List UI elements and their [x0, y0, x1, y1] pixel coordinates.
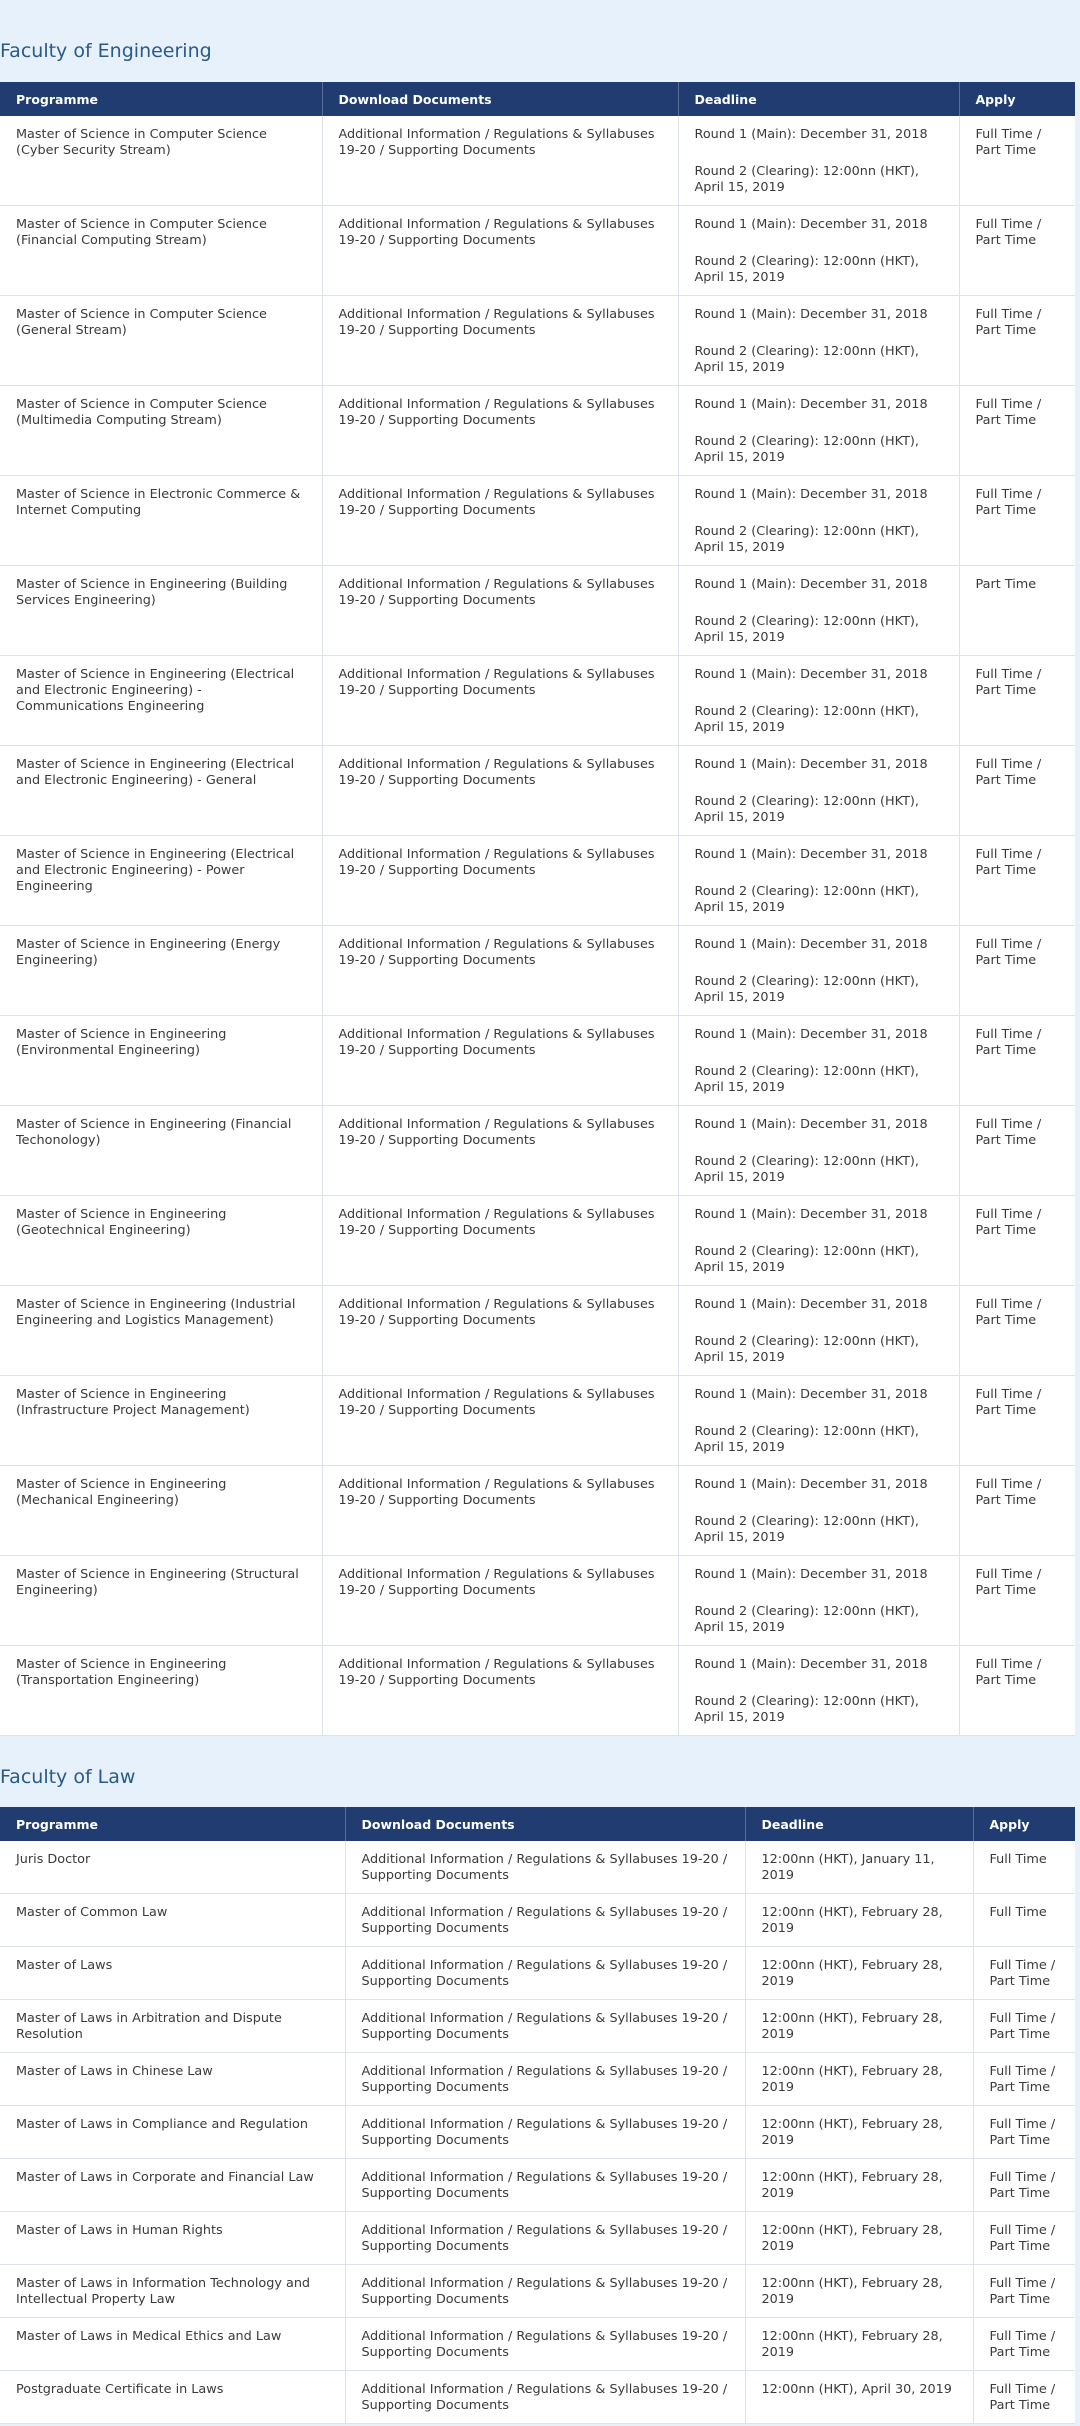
- programme-cell: Master of Science in Engineering (Building Services Engineering): [0, 566, 322, 656]
- documents-link[interactable]: Additional Information / Regulations & Syllabuses 19-20 / Supporting Documents: [361, 2223, 728, 2254]
- deadline-round2: Round 2 (Clearing): 12:00nn (HKT), April 15, 2019: [694, 164, 919, 195]
- programme-cell: Master of Science in Engineering (Electrical and Electronic Engineering) - General: [0, 746, 322, 836]
- programme-cell: Master of Laws in Human Rights: [0, 2212, 345, 2265]
- documents-cell: [345, 2159, 745, 2212]
- documents-link[interactable]: Additional Information / Regulations & Syllabuses 19-20 / Supporting Documents: [361, 2117, 728, 2148]
- programme-cell: Master of Laws: [0, 1947, 345, 2000]
- apply-cell[interactable]: Full Time / Part Time: [973, 2212, 1075, 2265]
- deadline-round2: Round 2 (Clearing): 12:00nn (HKT), April 15, 2019: [694, 1244, 919, 1275]
- deadline-round2: Round 2 (Clearing): 12:00nn (HKT), April 15, 2019: [694, 1694, 919, 1725]
- deadline-cell: 12:00nn (HKT), February 28, 2019: [745, 2212, 973, 2265]
- apply-cell[interactable]: Full Time / Part Time: [959, 206, 1075, 296]
- table-row: [0, 746, 1075, 836]
- deadline-cell: [678, 296, 959, 386]
- documents-cell: [345, 2106, 745, 2159]
- deadline-cell: 12:00nn (HKT), February 28, 2019: [745, 2265, 973, 2318]
- table-row: [0, 1556, 1075, 1646]
- deadline-round1: Round 1 (Main): December 31, 2018: [694, 487, 928, 502]
- documents-link[interactable]: Additional Information / Regulations & Syllabuses 19-20 / Supporting Documents: [338, 577, 655, 608]
- documents-link[interactable]: Additional Information / Regulations & Syllabuses 19-20 / Supporting Documents: [361, 2064, 728, 2095]
- deadline-round2: Round 2 (Clearing): 12:00nn (HKT), April 15, 2019: [694, 254, 919, 285]
- table-row: [0, 656, 1075, 746]
- apply-cell[interactable]: Full Time / Part Time: [959, 1376, 1075, 1466]
- documents-cell: [322, 386, 678, 476]
- apply-cell[interactable]: Full Time / Part Time: [959, 836, 1075, 926]
- deadline-cell: [678, 476, 959, 566]
- engineering-table-body: [0, 116, 1075, 1736]
- documents-link[interactable]: Additional Information / Regulations & Syllabuses 19-20 / Supporting Documents: [338, 1387, 655, 1418]
- engineering-title: Faculty of Engineering: [0, 40, 212, 62]
- deadline-cell: [678, 926, 959, 1016]
- deadline-round1: Round 1 (Main): December 31, 2018: [694, 397, 928, 412]
- documents-link[interactable]: Additional Information / Regulations & Syllabuses 19-20 / Supporting Documents: [361, 1852, 728, 1883]
- deadline-round1: Round 1 (Main): December 31, 2018: [694, 1387, 928, 1402]
- deadline-round1: Round 1 (Main): December 31, 2018: [694, 757, 928, 772]
- programme-cell: Master of Science in Engineering (Geotechnical Engineering): [0, 1196, 322, 1286]
- apply-cell[interactable]: Full Time / Part Time: [959, 926, 1075, 1016]
- documents-cell: [345, 2212, 745, 2265]
- table-row: [0, 2106, 1075, 2159]
- programme-cell: Master of Laws in Arbitration and Dispute Resolution: [0, 2000, 345, 2053]
- apply-cell[interactable]: Full Time / Part Time: [973, 2000, 1075, 2053]
- header-deadline: Deadline: [745, 1807, 973, 1841]
- apply-cell[interactable]: Full Time / Part Time: [959, 746, 1075, 836]
- documents-cell: [322, 1466, 678, 1556]
- header-download-documents: Download Documents: [345, 1807, 745, 1841]
- header-programme: Programme: [0, 1807, 345, 1841]
- documents-cell: [345, 2265, 745, 2318]
- apply-cell[interactable]: Full Time / Part Time: [959, 296, 1075, 386]
- documents-link[interactable]: Additional Information / Regulations & Syllabuses 19-20 / Supporting Documents: [338, 1207, 655, 1238]
- documents-cell: [322, 206, 678, 296]
- documents-link[interactable]: Additional Information / Regulations & Syllabuses 19-20 / Supporting Documents: [338, 667, 655, 698]
- deadline-round2: Round 2 (Clearing): 12:00nn (HKT), April 15, 2019: [694, 884, 919, 915]
- deadline-round2: Round 2 (Clearing): 12:00nn (HKT), April 15, 2019: [694, 704, 919, 735]
- table-row: [0, 2371, 1075, 2424]
- deadline-round1: Round 1 (Main): December 31, 2018: [694, 1657, 928, 1672]
- apply-cell[interactable]: Full Time / Part Time: [973, 2106, 1075, 2159]
- deadline-cell: 12:00nn (HKT), February 28, 2019: [745, 2053, 973, 2106]
- programme-cell: Master of Science in Engineering (Mechanical Engineering): [0, 1466, 322, 1556]
- deadline-cell: [678, 206, 959, 296]
- documents-cell: [322, 1376, 678, 1466]
- apply-cell[interactable]: Full Time / Part Time: [959, 386, 1075, 476]
- table-row: [0, 1466, 1075, 1556]
- deadline-round1: Round 1 (Main): December 31, 2018: [694, 1117, 928, 1132]
- deadline-cell: [678, 746, 959, 836]
- apply-cell[interactable]: Full Time / Part Time: [959, 1466, 1075, 1556]
- programme-cell: Master of Laws in Compliance and Regulation: [0, 2106, 345, 2159]
- header-programme: Programme: [0, 82, 322, 116]
- programme-cell: Master of Science in Computer Science (Financial Computing Stream): [0, 206, 322, 296]
- documents-link[interactable]: Additional Information / Regulations & Syllabuses 19-20 / Supporting Documents: [338, 487, 655, 518]
- deadline-round2: Round 2 (Clearing): 12:00nn (HKT), April 15, 2019: [694, 434, 919, 465]
- deadline-round2: Round 2 (Clearing): 12:00nn (HKT), April 15, 2019: [694, 344, 919, 375]
- programme-cell: Master of Science in Engineering (Electrical and Electronic Engineering) - Power Engineering: [0, 836, 322, 926]
- programme-cell: Master of Science in Electronic Commerce & Internet Computing: [0, 476, 322, 566]
- documents-link[interactable]: Additional Information / Regulations & Syllabuses 19-20 / Supporting Documents: [338, 1567, 655, 1598]
- header-apply: Apply: [959, 82, 1075, 116]
- table-row: [0, 1894, 1075, 1947]
- documents-link[interactable]: Additional Information / Regulations & Syllabuses 19-20 / Supporting Documents: [338, 397, 655, 428]
- programme-cell: Master of Laws in Corporate and Financial Law: [0, 2159, 345, 2212]
- table-row: [0, 1196, 1075, 1286]
- documents-cell: [322, 1556, 678, 1646]
- documents-cell: [345, 2000, 745, 2053]
- apply-cell[interactable]: Full Time / Part Time: [959, 476, 1075, 566]
- table-row: [0, 2053, 1075, 2106]
- documents-link[interactable]: Additional Information / Regulations & Syllabuses 19-20 / Supporting Documents: [361, 1958, 728, 1989]
- documents-link[interactable]: Additional Information / Regulations & Syllabuses 19-20 / Supporting Documents: [361, 2170, 728, 2201]
- table-row: [0, 926, 1075, 1016]
- law-table-body: [0, 1841, 1075, 2424]
- law-header-row: [0, 1807, 1075, 1841]
- table-row: [0, 1947, 1075, 2000]
- documents-cell: [345, 1947, 745, 2000]
- header-deadline: Deadline: [678, 82, 959, 116]
- table-row: [0, 836, 1075, 926]
- deadline-round1: Round 1 (Main): December 31, 2018: [694, 307, 928, 322]
- table-row: [0, 2212, 1075, 2265]
- deadline-cell: [678, 386, 959, 476]
- programme-cell: Master of Science in Computer Science (General Stream): [0, 296, 322, 386]
- deadline-round2: Round 2 (Clearing): 12:00nn (HKT), April 15, 2019: [694, 1064, 919, 1095]
- deadline-cell: [678, 1196, 959, 1286]
- documents-link[interactable]: Additional Information / Regulations & Syllabuses 19-20 / Supporting Documents: [338, 1297, 655, 1328]
- apply-cell[interactable]: Full Time / Part Time: [959, 1106, 1075, 1196]
- programme-cell: Master of Science in Engineering (Structural Engineering): [0, 1556, 322, 1646]
- documents-link[interactable]: Additional Information / Regulations & Syllabuses 19-20 / Supporting Documents: [338, 1027, 655, 1058]
- table-row: [0, 1376, 1075, 1466]
- programme-cell: Master of Science in Engineering (Transportation Engineering): [0, 1646, 322, 1736]
- table-row: [0, 2000, 1075, 2053]
- apply-cell[interactable]: Full Time / Part Time: [973, 1947, 1075, 2000]
- programme-cell: Master of Laws in Chinese Law: [0, 2053, 345, 2106]
- deadline-cell: [678, 566, 959, 656]
- deadline-cell: [678, 1376, 959, 1466]
- deadline-round1: Round 1 (Main): December 31, 2018: [694, 1477, 928, 1492]
- apply-cell[interactable]: Full Time / Part Time: [973, 2318, 1075, 2371]
- deadline-round2: Round 2 (Clearing): 12:00nn (HKT), April 15, 2019: [694, 1334, 919, 1365]
- documents-link[interactable]: Additional Information / Regulations & Syllabuses 19-20 / Supporting Documents: [338, 937, 655, 968]
- table-row: [0, 2159, 1075, 2212]
- deadline-cell: [678, 1016, 959, 1106]
- programme-cell: Postgraduate Certificate in Laws: [0, 2371, 345, 2424]
- apply-cell[interactable]: Full Time / Part Time: [959, 1556, 1075, 1646]
- documents-cell: [322, 476, 678, 566]
- documents-link[interactable]: Additional Information / Regulations & Syllabuses 19-20 / Supporting Documents: [338, 307, 655, 338]
- deadline-round1: Round 1 (Main): December 31, 2018: [694, 577, 928, 592]
- apply-cell[interactable]: Part Time: [959, 566, 1075, 656]
- table-row: [0, 116, 1075, 206]
- deadline-round2: Round 2 (Clearing): 12:00nn (HKT), April 15, 2019: [694, 1424, 919, 1455]
- deadline-round2: Round 2 (Clearing): 12:00nn (HKT), April 15, 2019: [694, 1604, 919, 1635]
- programme-cell: Master of Common Law: [0, 1894, 345, 1947]
- table-row: [0, 2318, 1075, 2371]
- programme-cell: Master of Science in Engineering (Infrastructure Project Management): [0, 1376, 322, 1466]
- table-row: [0, 296, 1075, 386]
- apply-cell[interactable]: Full Time / Part Time: [959, 116, 1075, 206]
- deadline-round1: Round 1 (Main): December 31, 2018: [694, 1567, 928, 1582]
- deadline-cell: 12:00nn (HKT), February 28, 2019: [745, 2106, 973, 2159]
- programme-cell: Master of Science in Engineering (Electrical and Electronic Engineering) - Communications Engineering: [0, 656, 322, 746]
- documents-cell: [345, 2318, 745, 2371]
- table-row: [0, 1841, 1075, 1894]
- deadline-round1: Round 1 (Main): December 31, 2018: [694, 1027, 928, 1042]
- documents-cell: [345, 1841, 745, 1894]
- table-row: [0, 2265, 1075, 2318]
- apply-cell[interactable]: Full Time / Part Time: [973, 2159, 1075, 2212]
- deadline-round2: Round 2 (Clearing): 12:00nn (HKT), April 15, 2019: [694, 1154, 919, 1185]
- documents-cell: [322, 1196, 678, 1286]
- law-title: Faculty of Law: [0, 1766, 136, 1788]
- deadline-cell: [678, 1286, 959, 1376]
- deadline-round1: Round 1 (Main): December 31, 2018: [694, 1207, 928, 1222]
- programme-cell: Master of Science in Computer Science (Multimedia Computing Stream): [0, 386, 322, 476]
- documents-cell: [322, 1106, 678, 1196]
- programme-cell: Juris Doctor: [0, 1841, 345, 1894]
- law-table: [0, 1807, 1075, 2424]
- documents-link[interactable]: Additional Information / Regulations & Syllabuses 19-20 / Supporting Documents: [338, 127, 655, 158]
- programme-cell: Master of Science in Engineering (Environmental Engineering): [0, 1016, 322, 1106]
- documents-cell: [322, 1646, 678, 1736]
- table-row: [0, 1016, 1075, 1106]
- apply-cell[interactable]: Full Time: [973, 1894, 1075, 1947]
- engineering-table: [0, 82, 1075, 1736]
- documents-cell: [345, 2371, 745, 2424]
- apply-cell[interactable]: Full Time / Part Time: [959, 1016, 1075, 1106]
- deadline-round1: Round 1 (Main): December 31, 2018: [694, 937, 928, 952]
- deadline-cell: [678, 1556, 959, 1646]
- deadline-cell: 12:00nn (HKT), February 28, 2019: [745, 1947, 973, 2000]
- documents-cell: [322, 656, 678, 746]
- table-row: [0, 1646, 1075, 1736]
- apply-cell[interactable]: Full Time / Part Time: [959, 656, 1075, 746]
- table-row: [0, 1286, 1075, 1376]
- documents-cell: [322, 296, 678, 386]
- documents-link[interactable]: Additional Information / Regulations & Syllabuses 19-20 / Supporting Documents: [338, 757, 655, 788]
- deadline-cell: 12:00nn (HKT), February 28, 2019: [745, 1894, 973, 1947]
- header-download-documents: Download Documents: [322, 82, 678, 116]
- documents-cell: [322, 1286, 678, 1376]
- documents-link[interactable]: Additional Information / Regulations & Syllabuses 19-20 / Supporting Documents: [361, 2011, 728, 2042]
- table-row: [0, 476, 1075, 566]
- documents-cell: [322, 746, 678, 836]
- apply-cell[interactable]: Full Time / Part Time: [959, 1646, 1075, 1736]
- table-row: [0, 206, 1075, 296]
- deadline-cell: 12:00nn (HKT), February 28, 2019: [745, 2318, 973, 2371]
- deadline-cell: [678, 1466, 959, 1556]
- deadline-round1: Round 1 (Main): December 31, 2018: [694, 1297, 928, 1312]
- deadline-round2: Round 2 (Clearing): 12:00nn (HKT), April 15, 2019: [694, 524, 919, 555]
- deadline-cell: [678, 1106, 959, 1196]
- deadline-cell: [678, 1646, 959, 1736]
- deadline-round2: Round 2 (Clearing): 12:00nn (HKT), April 15, 2019: [694, 794, 919, 825]
- documents-link[interactable]: Additional Information / Regulations & Syllabuses 19-20 / Supporting Documents: [338, 847, 655, 878]
- programme-cell: Master of Laws in Information Technology and Intellectual Property Law: [0, 2265, 345, 2318]
- documents-cell: [322, 926, 678, 1016]
- programme-cell: Master of Science in Engineering (Financial Techonology): [0, 1106, 322, 1196]
- apply-cell[interactable]: Full Time / Part Time: [973, 2265, 1075, 2318]
- documents-link[interactable]: Additional Information / Regulations & Syllabuses 19-20 / Supporting Documents: [361, 2382, 728, 2413]
- apply-cell[interactable]: Full Time / Part Time: [973, 2371, 1075, 2424]
- documents-link[interactable]: Additional Information / Regulations & Syllabuses 19-20 / Supporting Documents: [338, 1477, 655, 1508]
- programme-cell: Master of Science in Computer Science (Cyber Security Stream): [0, 116, 322, 206]
- deadline-round1: Round 1 (Main): December 31, 2018: [694, 217, 928, 232]
- engineering-header-row: [0, 82, 1075, 116]
- apply-cell[interactable]: Full Time: [973, 1841, 1075, 1894]
- deadline-cell: 12:00nn (HKT), January 11, 2019: [745, 1841, 973, 1894]
- deadline-cell: [678, 836, 959, 926]
- deadline-round1: Round 1 (Main): December 31, 2018: [694, 667, 928, 682]
- deadline-round2: Round 2 (Clearing): 12:00nn (HKT), April 15, 2019: [694, 1514, 919, 1545]
- table-row: [0, 1106, 1075, 1196]
- apply-cell[interactable]: Full Time / Part Time: [959, 1286, 1075, 1376]
- deadline-round2: Round 2 (Clearing): 12:00nn (HKT), April 15, 2019: [694, 614, 919, 645]
- apply-cell[interactable]: Full Time / Part Time: [959, 1196, 1075, 1286]
- table-row: [0, 566, 1075, 656]
- deadline-round2: Round 2 (Clearing): 12:00nn (HKT), April 15, 2019: [694, 974, 919, 1005]
- programme-cell: Master of Science in Engineering (Industrial Engineering and Logistics Management): [0, 1286, 322, 1376]
- documents-link[interactable]: Additional Information / Regulations & Syllabuses 19-20 / Supporting Documents: [338, 1117, 655, 1148]
- documents-link[interactable]: Additional Information / Regulations & Syllabuses 19-20 / Supporting Documents: [361, 2276, 728, 2307]
- header-apply: Apply: [973, 1807, 1075, 1841]
- documents-cell: [322, 1016, 678, 1106]
- deadline-cell: [678, 656, 959, 746]
- deadline-cell: 12:00nn (HKT), April 30, 2019: [745, 2371, 973, 2424]
- documents-cell: [322, 116, 678, 206]
- deadline-cell: 12:00nn (HKT), February 28, 2019: [745, 2159, 973, 2212]
- deadline-round1: Round 1 (Main): December 31, 2018: [694, 127, 928, 142]
- deadline-cell: [678, 116, 959, 206]
- documents-cell: [322, 566, 678, 656]
- programme-cell: Master of Laws in Medical Ethics and Law: [0, 2318, 345, 2371]
- documents-link[interactable]: Additional Information / Regulations & Syllabuses 19-20 / Supporting Documents: [338, 217, 655, 248]
- deadline-cell: 12:00nn (HKT), February 28, 2019: [745, 2000, 973, 2053]
- table-row: [0, 386, 1075, 476]
- documents-link[interactable]: Additional Information / Regulations & Syllabuses 19-20 / Supporting Documents: [338, 1657, 655, 1688]
- documents-cell: [322, 836, 678, 926]
- documents-cell: [345, 1894, 745, 1947]
- apply-cell[interactable]: Full Time / Part Time: [973, 2053, 1075, 2106]
- documents-cell: [345, 2053, 745, 2106]
- documents-link[interactable]: Additional Information / Regulations & Syllabuses 19-20 / Supporting Documents: [361, 1905, 728, 1936]
- documents-link[interactable]: Additional Information / Regulations & Syllabuses 19-20 / Supporting Documents: [361, 2329, 728, 2360]
- programme-cell: Master of Science in Engineering (Energy Engineering): [0, 926, 322, 1016]
- deadline-round1: Round 1 (Main): December 31, 2018: [694, 847, 928, 862]
